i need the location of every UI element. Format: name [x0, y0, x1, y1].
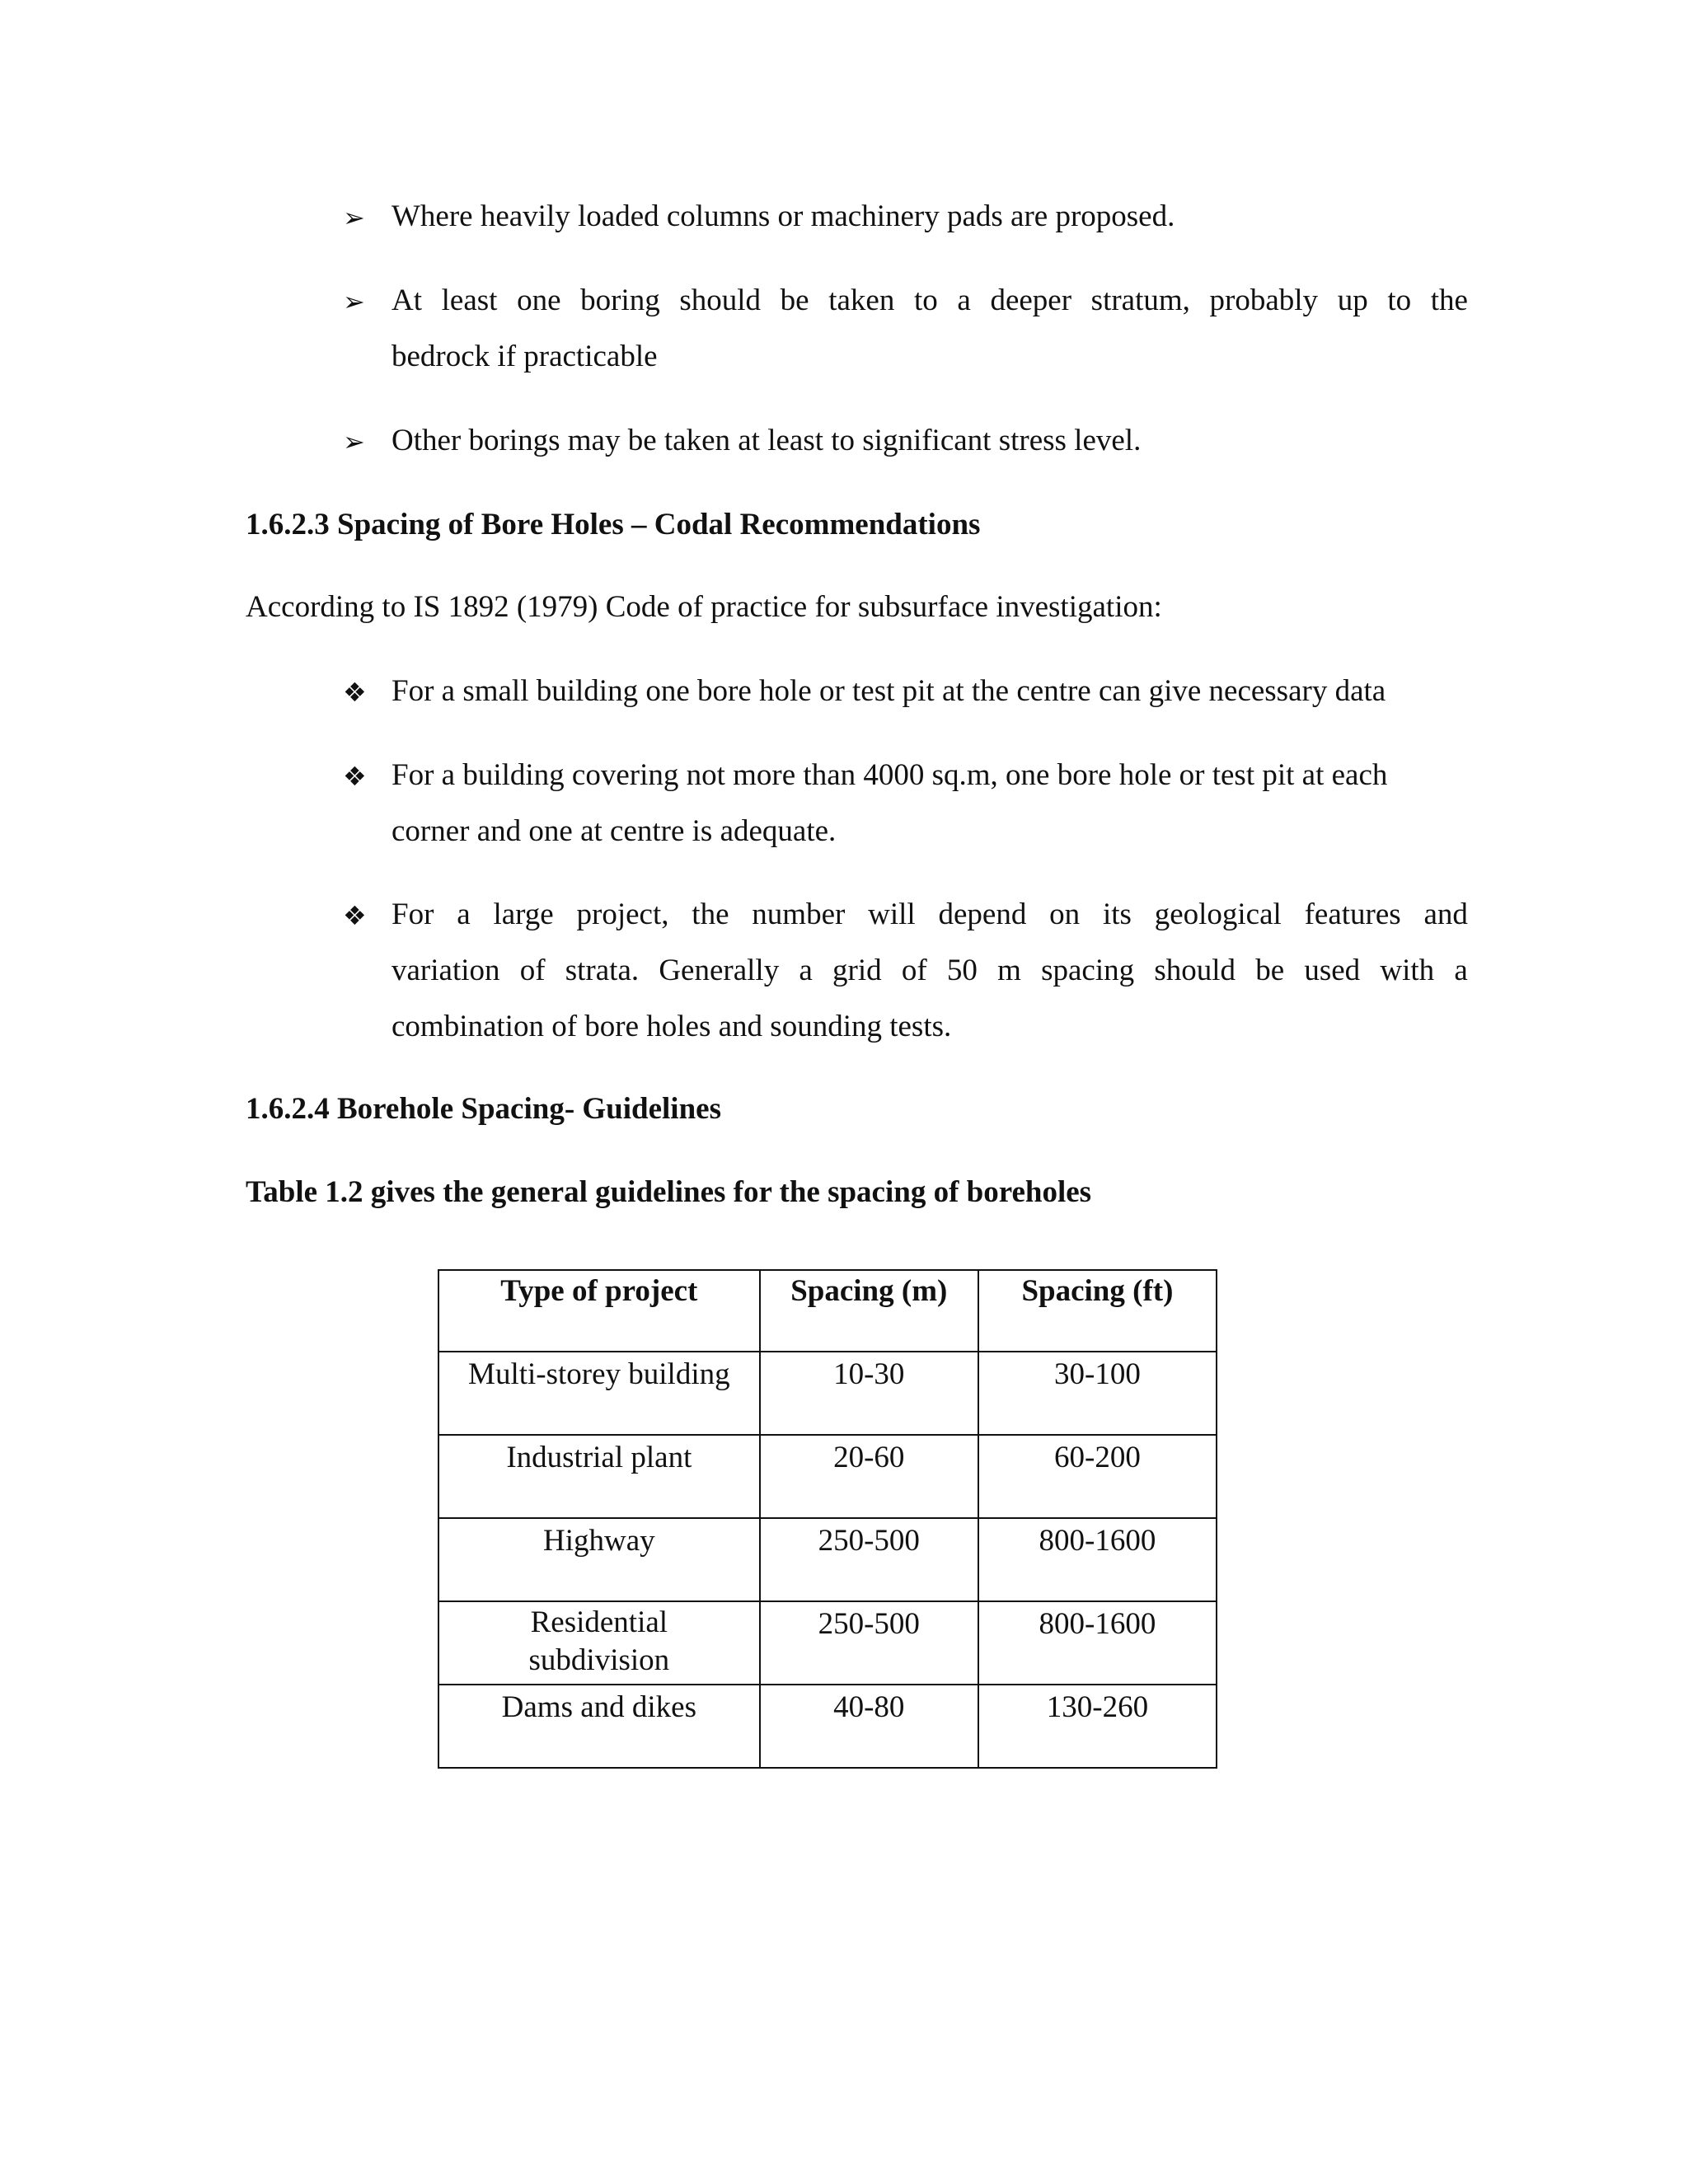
table-caption: Table 1.2 gives the general guidelines for the spacing of boreholes	[246, 1175, 1092, 1209]
bullet-text-line: corner and one at centre is adequate.	[392, 814, 837, 848]
table-header-cell: Spacing (m)	[760, 1270, 978, 1352]
table-row	[438, 1518, 1217, 1601]
table-cell: Industrial plant	[438, 1435, 760, 1518]
bullet-text-line: Other borings may be taken at least to significant stress level.	[392, 424, 1142, 457]
table-cell: 130-260	[978, 1685, 1217, 1768]
bullet-text-line-justified: variation of strata. Generally a grid of 50 m spacing should be used with a	[392, 954, 1468, 987]
table-cell: 30-100	[978, 1352, 1217, 1435]
arrow-bullet-icon: ➢	[343, 286, 365, 317]
bullet-text-line: combination of bore holes and sounding tests.	[392, 1010, 952, 1043]
section-heading: 1.6.2.3 Spacing of Bore Holes – Codal Recommendations	[246, 508, 981, 541]
bullet-text-line-justified: For a large project, the number will depend on its geological features and	[392, 898, 1468, 931]
table-cell: 20-60	[760, 1435, 978, 1518]
arrow-bullet-icon: ➢	[343, 426, 365, 457]
table-cell: 250-500	[760, 1518, 978, 1601]
table-cell: 250-500	[760, 1601, 978, 1685]
table-cell: 800-1600	[978, 1601, 1217, 1685]
table-row	[438, 1601, 1217, 1685]
table-header-row	[438, 1270, 1217, 1352]
bullet-text-line-justified: At least one boring should be taken to a deeper stratum, probably up to the	[392, 284, 1468, 317]
table-row	[438, 1435, 1217, 1518]
table-cell: Multi-storey building	[438, 1352, 760, 1435]
table-header-cell: Type of project	[438, 1270, 760, 1352]
table-row	[438, 1352, 1217, 1435]
arrow-bullet-icon: ➢	[343, 202, 365, 233]
table-cell: Highway	[438, 1518, 760, 1601]
diamond-bullet-icon: ❖	[343, 761, 367, 792]
table-cell: Residential subdivision	[438, 1601, 760, 1685]
table-cell: 10-30	[760, 1352, 978, 1435]
intro-paragraph: According to IS 1892 (1979) Code of practice for subsurface investigation:	[246, 590, 1162, 624]
bullet-text-line: For a building covering not more than 4000 sq.m, one bore hole or test pit at each	[392, 758, 1388, 792]
table-cell: 800-1600	[978, 1518, 1217, 1601]
diamond-bullet-icon: ❖	[343, 900, 367, 931]
section-heading: 1.6.2.4 Borehole Spacing- Guidelines	[246, 1092, 721, 1126]
bullet-text-line: bedrock if practicable	[392, 340, 658, 373]
table-cell: 40-80	[760, 1685, 978, 1768]
borehole-spacing-table	[438, 1269, 1217, 1769]
diamond-bullet-icon: ❖	[343, 677, 367, 708]
table-row	[438, 1685, 1217, 1768]
bullet-text-line: For a small building one bore hole or test pit at the centre can give necessary data	[392, 674, 1386, 708]
table-cell: Dams and dikes	[438, 1685, 760, 1768]
bullet-text-line: Where heavily loaded columns or machinery pads are proposed.	[392, 199, 1175, 233]
table-cell: 60-200	[978, 1435, 1217, 1518]
table-header-cell: Spacing (ft)	[978, 1270, 1217, 1352]
